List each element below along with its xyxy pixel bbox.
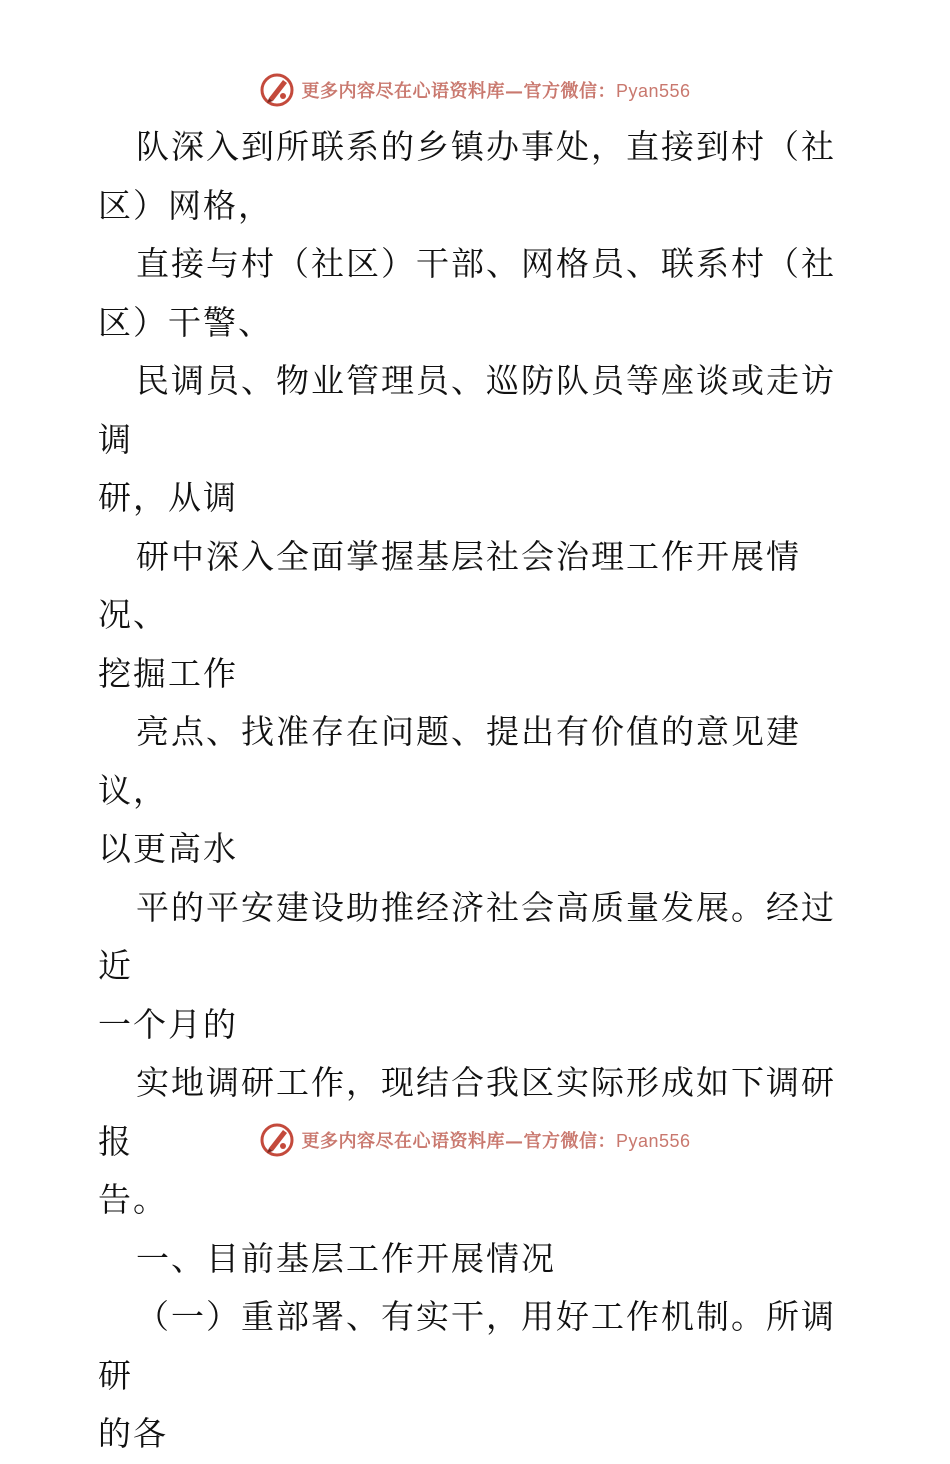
paragraph: 队深入到所联系的乡镇办事处，直接到村（社 区）网格， bbox=[98, 127, 836, 225]
pen-seal-icon bbox=[259, 1122, 295, 1158]
section-heading: 一、目前基层工作开展情况 bbox=[136, 1238, 556, 1278]
paragraph: 研中深入全面掌握基层社会治理工作开展情况、 挖掘工作 bbox=[98, 536, 801, 693]
paragraph: （一）重部署、有实干，用好工作机制。所调研 的各 bbox=[98, 1297, 836, 1453]
paragraph: 民调员、物业管理员、巡防队员等座谈或走访调 研，从调 bbox=[98, 361, 836, 517]
document-body bbox=[98, 118, 858, 1464]
watermark-text: 更多内容尽在心语资料库—官方微信：Pyan556 bbox=[301, 1131, 691, 1152]
footer-watermark bbox=[0, 1122, 950, 1158]
paragraph: 实地调研工作，现结合我区实际形成如下调研报 告。 bbox=[98, 1063, 836, 1219]
paragraph: 亮点、找准存在问题、提出有价值的意见建议， 以更高水 bbox=[98, 712, 801, 868]
pen-seal-icon bbox=[259, 72, 295, 108]
paragraph: 直接与村（社区）干部、网格员、联系村（社 区）干警、 bbox=[98, 244, 836, 342]
paragraph: 平的平安建设助推经济社会高质量发展。经过近 一个月的 bbox=[98, 887, 836, 1044]
header-watermark bbox=[0, 72, 950, 108]
watermark-text: 更多内容尽在心语资料库—官方微信：Pyan556 bbox=[301, 81, 691, 102]
